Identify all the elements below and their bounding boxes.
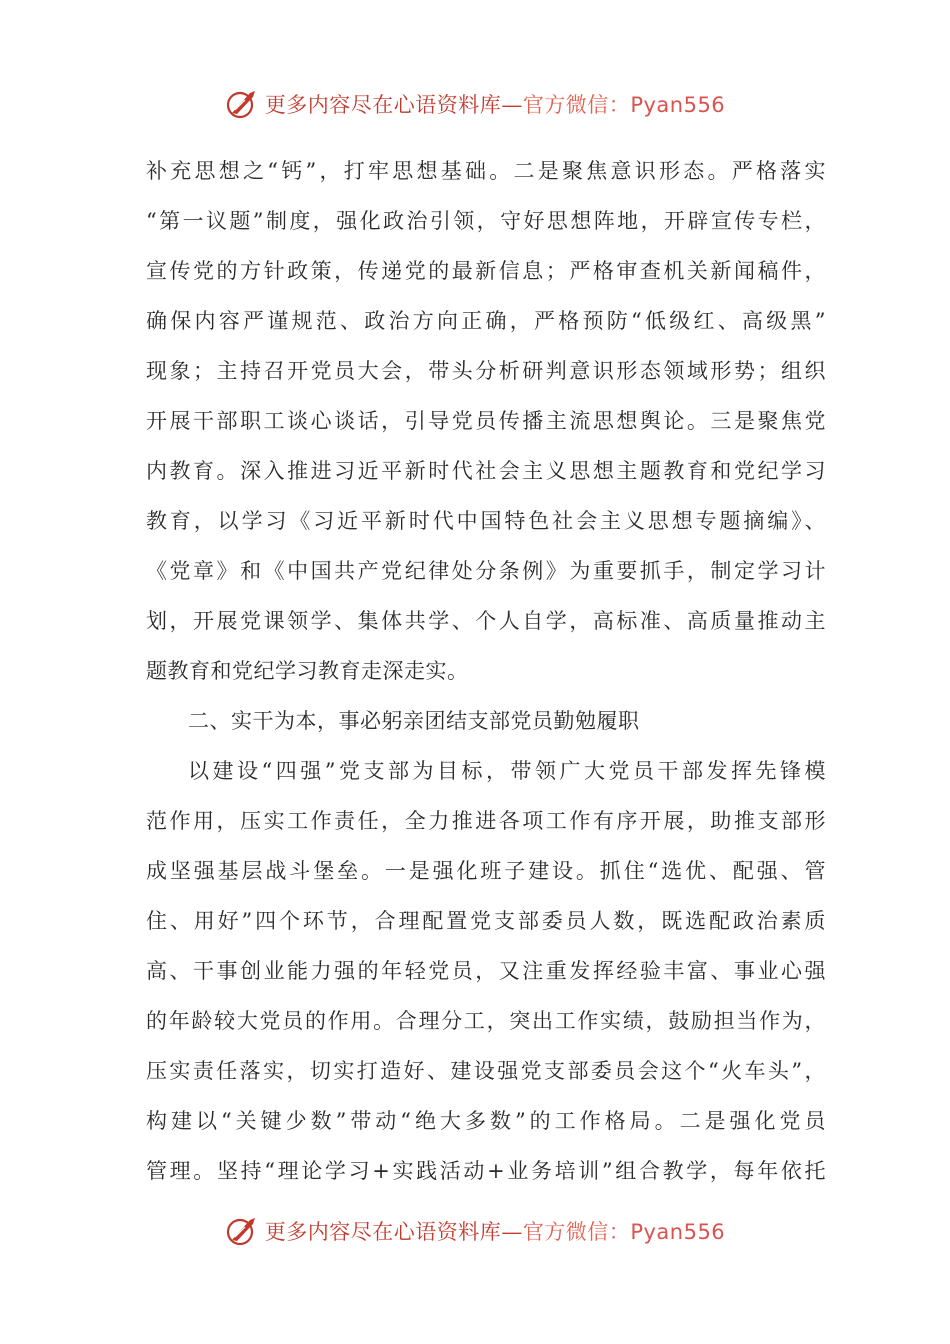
text-line: 划，开展党课领学、集体共学、个人自学，高标准、高质量推动主 bbox=[146, 609, 826, 633]
footer-banner bbox=[0, 1211, 950, 1251]
header-text bbox=[265, 89, 725, 119]
text-line: 现象；主持召开党员大会，带头分析研判意识形态领域形势；组织 bbox=[146, 359, 826, 383]
text-line: 管理。坚持“理论学习+实践活动+业务培训”组合教学，每年依托 bbox=[146, 1159, 826, 1183]
footer-wechat-id: Pyan556 bbox=[630, 1220, 726, 1244]
text-line: “第一议题”制度，强化政治引领，守好思想阵地，开辟宣传专栏， bbox=[146, 209, 826, 233]
text-line: 高、干事创业能力强的年轻党员，又注重发挥经验丰富、事业心强 bbox=[146, 959, 826, 983]
text-line: 题教育和党纪学习教育走深走实。 bbox=[146, 659, 469, 683]
text-line: 以建设“四强”党支部为目标，带领广大党员干部发挥先锋模 bbox=[188, 759, 826, 783]
text-line: 的年龄较大党员的作用。合理分工，突出工作实绩，鼓励担当作为， bbox=[146, 1009, 826, 1033]
text-line: 压实责任落实，切实打造好、建设强党支部委员会这个“火车头”， bbox=[146, 1059, 826, 1083]
text-line: 开展干部职工谈心谈话，引导党员传播主流思想舆论。三是聚焦党 bbox=[146, 409, 826, 433]
footer-official: 官方微信： bbox=[522, 1220, 631, 1244]
footer-brand: 更多内容尽在心语资料库 bbox=[264, 1220, 502, 1244]
header-brand: 更多内容尽在心语资料库 bbox=[264, 93, 502, 117]
header-wechat-id: Pyan556 bbox=[630, 93, 726, 117]
header-banner bbox=[0, 84, 950, 124]
footer-text bbox=[265, 1216, 725, 1246]
footer-separator: — bbox=[501, 1220, 523, 1244]
text-line: 《党章》和《中国共产党纪律处分条例》为重要抓手，制定学习计 bbox=[146, 559, 826, 583]
text-line: 范作用，压实工作责任，全力推进各项工作有序开展，助推支部形 bbox=[146, 809, 826, 833]
text-line: 教育，以学习《习近平新时代中国特色社会主义思想专题摘编》、 bbox=[146, 509, 826, 533]
document-body bbox=[146, 146, 826, 1196]
text-line: 宣传党的方针政策，传递党的最新信息；严格审查机关新闻稿件， bbox=[146, 259, 826, 283]
header-official: 官方微信： bbox=[522, 93, 631, 117]
text-line: 成坚强基层战斗堡垒。一是强化班子建设。抓住“选优、配强、管 bbox=[146, 859, 826, 883]
section-heading: 二、实干为本，事必躬亲团结支部党员勤勉履职 bbox=[188, 709, 640, 733]
text-line: 确保内容严谨规范、政治方向正确，严格预防“低级红、高级黑” bbox=[146, 309, 826, 333]
header-separator: — bbox=[501, 93, 523, 117]
text-line: 住、用好”四个环节，合理配置党支部委员人数，既选配政治素质 bbox=[146, 909, 826, 933]
quill-logo-icon bbox=[225, 1213, 261, 1249]
text-line: 构建以“关键少数”带动“绝大多数”的工作格局。二是强化党员 bbox=[146, 1109, 826, 1133]
quill-logo-icon bbox=[225, 86, 261, 122]
text-line: 内教育。深入推进习近平新时代社会主义思想主题教育和党纪学习 bbox=[146, 459, 826, 483]
text-line: 补充思想之“钙”，打牢思想基础。二是聚焦意识形态。严格落实 bbox=[146, 159, 826, 183]
